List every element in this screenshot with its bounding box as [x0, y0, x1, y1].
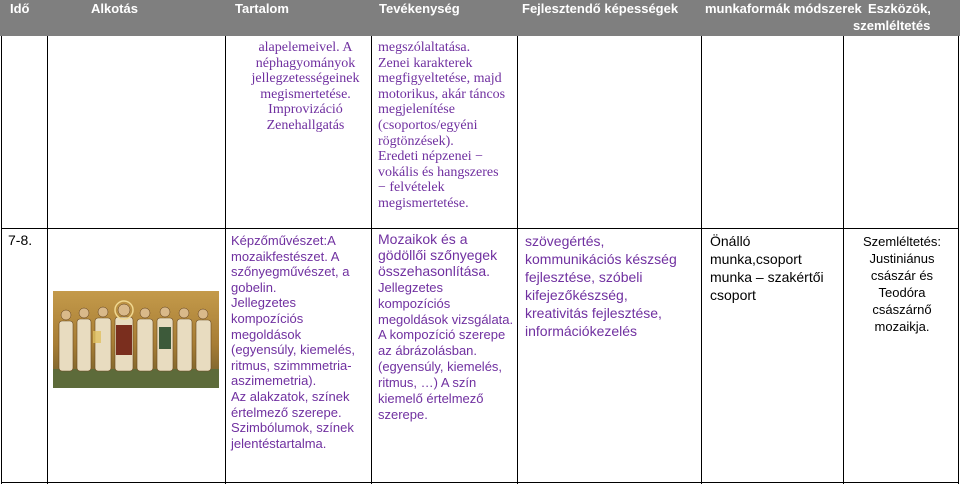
- text-line: aszimemetria).: [231, 373, 317, 389]
- text-line: Jellegzetes: [231, 295, 297, 311]
- text-line: Zenehallgatás: [266, 117, 345, 133]
- grid-line: [843, 36, 844, 484]
- text-line: Teodóra: [878, 285, 926, 300]
- text-line: Szemléltetés:: [862, 234, 942, 249]
- text-line: megszólaltatása.: [378, 40, 471, 55]
- text-line: megoldások vizsgálata.: [378, 311, 514, 327]
- header-eszkozok-line1: Eszközök,: [868, 1, 931, 16]
- grid-line: [701, 36, 702, 484]
- mosaic-icon: [53, 291, 219, 388]
- text-line: császár és: [870, 268, 934, 283]
- text-line: az ábrázolásban.: [378, 343, 478, 359]
- text-line: (egyensúly, kiemelés,: [378, 359, 503, 375]
- text-line: kompozíciós: [231, 310, 304, 326]
- text-line: ritmus, …) A szín: [378, 375, 477, 391]
- text-line: Zenei karakterek: [378, 55, 473, 71]
- text-line: (egyensúly, kiemelés,: [231, 342, 356, 358]
- text-line: császárnő: [872, 302, 932, 317]
- text-line: csoport: [710, 287, 756, 303]
- table-header: [0, 0, 960, 36]
- main-munkaformak-cell: [710, 232, 842, 304]
- header-tevekenyseg: Tevékenység: [379, 1, 460, 16]
- header-eszkozok-line2: szemléltetés: [853, 18, 931, 33]
- text-line: megoldások: [231, 326, 302, 342]
- header-fejlesztendo: Fejlesztendő képességek: [522, 1, 679, 16]
- main-kepessegek-cell: [525, 232, 701, 340]
- text-line: A kompozíció szerepe: [378, 327, 506, 343]
- text-line: Mozaikok és a: [378, 231, 468, 247]
- text-line: alapelemeivel. A: [258, 40, 353, 55]
- text-line: munka,csoport: [710, 251, 802, 267]
- text-line: szőnyegművészet, a: [231, 264, 350, 280]
- table-bottom-line: [1, 482, 959, 483]
- text-line: vokális és hangszeres: [378, 164, 499, 180]
- grid-line: [1, 36, 2, 484]
- byzantine-mosaic-image: [53, 291, 219, 388]
- text-line: összehasonlítása.: [378, 262, 491, 279]
- text-line: Justiniánus: [869, 251, 935, 266]
- text-line: néphagyományok: [255, 55, 356, 71]
- text-line: rögtönzések).: [378, 133, 454, 149]
- main-tartalom-cell: [231, 233, 371, 451]
- main-eszkozok-cell: [847, 233, 957, 335]
- grid-line: [225, 36, 226, 484]
- text-line: gobelin.: [231, 279, 277, 295]
- grid-line: [47, 36, 48, 484]
- grid-line: [958, 36, 959, 484]
- main-tevekenyseg-cell: [378, 232, 518, 423]
- top-tevekenyseg-cell: [378, 40, 518, 212]
- text-line: szövegértés,: [525, 233, 605, 249]
- top-tartalom-cell: [238, 40, 373, 134]
- text-line: jellegzetességeinek: [251, 71, 360, 87]
- text-line: Képzőművészet:A: [231, 233, 336, 248]
- text-line: Jellegzetes kompozíciós: [378, 279, 451, 311]
- text-line: motorikus, akár táncos: [378, 86, 506, 102]
- text-line: kiemelő értelmező: [378, 391, 484, 407]
- text-line: gödöllői szőnyegek: [378, 246, 498, 263]
- text-line: megismertetése.: [378, 195, 469, 211]
- header-ido: Idő: [10, 1, 30, 16]
- row-divider: [1, 228, 959, 229]
- text-line: megfigyeltetése, majd: [378, 71, 502, 87]
- text-line: szerepe.: [378, 406, 428, 422]
- text-line: (csoportos/egyéni: [378, 117, 478, 133]
- text-line: mozaikfestészet. A: [231, 248, 340, 264]
- text-line: Eredeti népzenei −: [378, 149, 484, 165]
- ido-cell: 7-8.: [8, 232, 33, 248]
- text-line: megismertetése.: [260, 86, 351, 102]
- text-line: − felvételek: [378, 180, 445, 196]
- text-line: Önálló: [710, 233, 751, 249]
- text-line: ritmus, szimmmetria-: [231, 357, 352, 373]
- text-line: Szimbólumok, színek: [231, 420, 354, 436]
- text-line: értelmező szerepe.: [231, 404, 342, 420]
- header-eszkozok: [853, 0, 931, 36]
- text-line: mozaikja.: [874, 319, 930, 334]
- header-tartalom: Tartalom: [235, 1, 289, 16]
- header-munkaformak: munkaformák módszerek: [705, 1, 862, 16]
- header-alkotas: Alkotás: [91, 1, 138, 16]
- text-line: kifejezőkészség,: [525, 287, 628, 303]
- text-line: jelentéstartalma.: [231, 435, 327, 451]
- text-line: Improvizáció: [268, 102, 343, 118]
- text-line: kommunikációs készség: [525, 251, 677, 267]
- text-line: Az alakzatok, színek: [231, 388, 350, 404]
- text-line: munka – szakértői: [710, 269, 824, 285]
- text-line: megjelenítése: [378, 102, 455, 118]
- text-line: kreativitás fejlesztése,: [525, 305, 662, 321]
- text-line: fejlesztése, szóbeli: [525, 269, 643, 285]
- text-line: információkezelés: [525, 323, 638, 339]
